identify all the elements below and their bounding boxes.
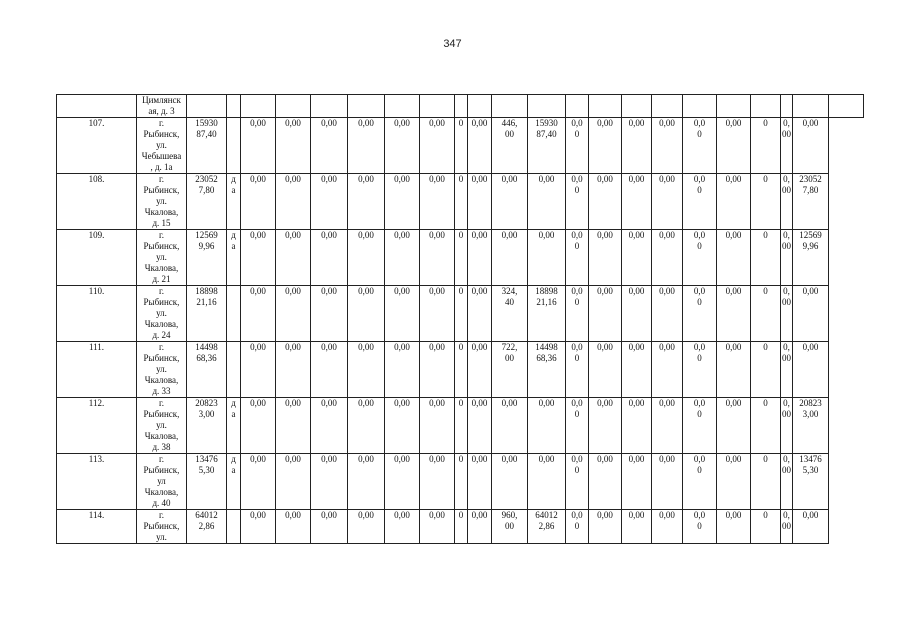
value-cell: 0,00 xyxy=(385,342,420,398)
value-cell: 0,00 xyxy=(241,342,276,398)
cell xyxy=(57,95,137,118)
value-cell: 0,00 xyxy=(528,454,566,510)
value-cell: 0,00 xyxy=(468,398,492,454)
value-cell: 0,00 xyxy=(276,454,311,510)
address-cell: г. Рыбинск, ул. Чкалова, д. 21 xyxy=(137,230,187,286)
value-cell: 0,00 xyxy=(781,118,793,174)
value-cell: 0,00 xyxy=(652,342,683,398)
cell xyxy=(492,95,528,118)
value-cell: 0,00 xyxy=(589,342,622,398)
cell xyxy=(589,95,622,118)
table-row xyxy=(57,286,864,342)
row-number-cell: 107. xyxy=(57,118,137,174)
value-cell: 0 xyxy=(751,174,781,230)
cell xyxy=(187,95,227,118)
value-cell: 0,00 xyxy=(468,454,492,510)
value-cell: 0,00 xyxy=(348,454,385,510)
value-cell: 0,00 xyxy=(622,286,652,342)
value-cell: 0,00 xyxy=(385,398,420,454)
value-cell: 0,00 xyxy=(622,342,652,398)
value-cell: 15930 87,40 xyxy=(528,118,566,174)
value-cell: 0,0 0 xyxy=(683,230,717,286)
address-cell: г. Рыбинск, ул. Чкалова, д. 38 xyxy=(137,398,187,454)
value-cell: 0,0 0 xyxy=(683,286,717,342)
row-number-cell: 112. xyxy=(57,398,137,454)
row-number-cell: 110. xyxy=(57,286,137,342)
table-row xyxy=(57,510,864,544)
value-cell: 0,00 xyxy=(420,342,455,398)
value-cell: 0,00 xyxy=(652,230,683,286)
value-cell: 0,00 xyxy=(492,230,528,286)
value-cell: 0,00 xyxy=(717,454,751,510)
cell xyxy=(276,95,311,118)
address-cell: г. Рыбинск, ул. Чкалова, д. 15 xyxy=(137,174,187,230)
value-cell: 0,00 xyxy=(622,510,652,544)
value-cell: 0,00 xyxy=(276,286,311,342)
value-cell: 0,00 xyxy=(420,286,455,342)
value-cell: 0,00 xyxy=(311,342,348,398)
flag-cell: д а xyxy=(227,174,241,230)
total-cell: 64012 2,86 xyxy=(187,510,227,544)
total-cell: 23052 7,80 xyxy=(187,174,227,230)
value-cell: 0,00 xyxy=(468,286,492,342)
total-cell: 14498 68,36 xyxy=(187,342,227,398)
table-row xyxy=(57,398,864,454)
value-cell: 0,00 xyxy=(420,230,455,286)
value-cell: 0,00 xyxy=(241,286,276,342)
value-cell: 0,00 xyxy=(276,230,311,286)
value-cell: 0,0 0 xyxy=(683,454,717,510)
table-row xyxy=(57,230,864,286)
value-cell: 0,00 xyxy=(276,118,311,174)
row-number-cell: 108. xyxy=(57,174,137,230)
value-cell: 0 xyxy=(751,454,781,510)
value-cell: 0,00 xyxy=(589,398,622,454)
cell xyxy=(241,95,276,118)
value-cell: 0 xyxy=(751,286,781,342)
value-cell: 20823 3,00 xyxy=(793,398,829,454)
value-cell: 0,00 xyxy=(348,286,385,342)
value-cell: 0,00 xyxy=(385,286,420,342)
cell xyxy=(385,95,420,118)
value-cell: 0,00 xyxy=(652,398,683,454)
table-row xyxy=(57,342,864,398)
value-cell: 0,00 xyxy=(348,510,385,544)
value-cell: 0,0 0 xyxy=(683,510,717,544)
cell xyxy=(420,95,455,118)
value-cell: 0,00 xyxy=(652,118,683,174)
table-row xyxy=(57,454,864,510)
value-cell: 0,00 xyxy=(468,510,492,544)
value-cell: 0,00 xyxy=(717,174,751,230)
value-cell: 0,00 xyxy=(241,510,276,544)
value-cell: 0 xyxy=(455,454,468,510)
total-cell: 15930 87,40 xyxy=(187,118,227,174)
value-cell: 0,00 xyxy=(717,398,751,454)
value-cell: 0,00 xyxy=(311,398,348,454)
table-row xyxy=(57,118,864,174)
cell xyxy=(528,95,566,118)
value-cell: 0,00 xyxy=(717,118,751,174)
flag-cell xyxy=(227,342,241,398)
row-number-cell: 109. xyxy=(57,230,137,286)
value-cell: 0,00 xyxy=(348,342,385,398)
value-cell: 0,00 xyxy=(492,398,528,454)
address-cell: г. Рыбинск, ул. Чебышева , д. 1а xyxy=(137,118,187,174)
value-cell: 0,00 xyxy=(528,230,566,286)
cell xyxy=(348,95,385,118)
value-cell: 0,00 xyxy=(589,174,622,230)
total-cell: 18898 21,16 xyxy=(187,286,227,342)
value-cell: 0,00 xyxy=(385,230,420,286)
value-cell: 0 xyxy=(455,230,468,286)
value-cell: 0,00 xyxy=(311,510,348,544)
value-cell: 0,00 xyxy=(492,174,528,230)
cell xyxy=(566,95,589,118)
value-cell: 23052 7,80 xyxy=(793,174,829,230)
value-cell: 0,00 xyxy=(276,342,311,398)
value-cell: 0,00 xyxy=(420,454,455,510)
cell xyxy=(793,95,829,118)
cell xyxy=(652,95,683,118)
value-cell: 0,00 xyxy=(385,118,420,174)
value-cell: 0,0 0 xyxy=(566,510,589,544)
value-cell: 0,00 xyxy=(717,286,751,342)
value-cell: 722, 00 xyxy=(492,342,528,398)
flag-cell: д а xyxy=(227,454,241,510)
value-cell: 0,00 xyxy=(652,286,683,342)
value-cell: 0,00 xyxy=(781,286,793,342)
table-row xyxy=(57,174,864,230)
value-cell: 0,00 xyxy=(348,174,385,230)
value-cell: 0,00 xyxy=(311,454,348,510)
value-cell: 0 xyxy=(455,510,468,544)
value-cell: 0,00 xyxy=(622,230,652,286)
value-cell: 0,00 xyxy=(385,510,420,544)
value-cell: 0,00 xyxy=(622,398,652,454)
cell xyxy=(468,95,492,118)
value-cell: 0 xyxy=(751,342,781,398)
value-cell: 0 xyxy=(455,398,468,454)
cell xyxy=(455,95,468,118)
value-cell: 0,00 xyxy=(589,510,622,544)
value-cell: 0,00 xyxy=(652,174,683,230)
carry-over-row xyxy=(57,95,864,118)
value-cell: 0,00 xyxy=(348,398,385,454)
row-number-cell: 113. xyxy=(57,454,137,510)
value-cell: 0,00 xyxy=(468,342,492,398)
value-cell: 18898 21,16 xyxy=(528,286,566,342)
total-cell: 12569 9,96 xyxy=(187,230,227,286)
value-cell: 0,00 xyxy=(717,342,751,398)
value-cell: 0,0 0 xyxy=(683,398,717,454)
address-cell: Цимлянск ая, д. 3 xyxy=(137,95,187,118)
value-cell: 0,00 xyxy=(652,510,683,544)
value-cell: 0,00 xyxy=(311,174,348,230)
value-cell: 0,0 0 xyxy=(683,174,717,230)
value-cell: 0 xyxy=(455,342,468,398)
cell xyxy=(683,95,717,118)
value-cell: 0,00 xyxy=(420,510,455,544)
cell xyxy=(311,95,348,118)
value-cell: 0,00 xyxy=(311,286,348,342)
value-cell: 0,00 xyxy=(793,510,829,544)
address-cell: г. Рыбинск, ул. Чкалова, д. 24 xyxy=(137,286,187,342)
value-cell: 0,00 xyxy=(241,398,276,454)
flag-cell xyxy=(227,286,241,342)
flag-cell xyxy=(227,510,241,544)
cell xyxy=(227,95,241,118)
cell xyxy=(751,95,781,118)
row-number-cell: 111. xyxy=(57,342,137,398)
value-cell: 0,00 xyxy=(652,454,683,510)
value-cell: 0,00 xyxy=(589,118,622,174)
value-cell: 0,00 xyxy=(589,286,622,342)
value-cell: 0,0 0 xyxy=(566,398,589,454)
value-cell: 0,0 0 xyxy=(566,286,589,342)
value-cell: 446, 00 xyxy=(492,118,528,174)
value-cell: 0,00 xyxy=(781,398,793,454)
address-cell: г. Рыбинск, ул. Чкалова, д. 33 xyxy=(137,342,187,398)
value-cell: 0,00 xyxy=(311,230,348,286)
value-cell: 0,00 xyxy=(793,286,829,342)
registry-table xyxy=(56,94,864,544)
value-cell: 0,0 0 xyxy=(566,174,589,230)
value-cell: 0,00 xyxy=(793,118,829,174)
value-cell: 0,0 0 xyxy=(683,118,717,174)
value-cell: 13476 5,30 xyxy=(793,454,829,510)
value-cell: 0,00 xyxy=(622,454,652,510)
value-cell: 0,00 xyxy=(348,230,385,286)
value-cell: 0,0 0 xyxy=(683,342,717,398)
value-cell: 324, 40 xyxy=(492,286,528,342)
value-cell: 0 xyxy=(751,118,781,174)
address-cell: г. Рыбинск, ул. xyxy=(137,510,187,544)
value-cell: 0 xyxy=(751,510,781,544)
page-number: 347 xyxy=(443,38,462,50)
value-cell: 0,00 xyxy=(528,398,566,454)
value-cell: 0,00 xyxy=(492,454,528,510)
cell xyxy=(622,95,652,118)
value-cell: 64012 2,86 xyxy=(528,510,566,544)
value-cell: 0,00 xyxy=(241,230,276,286)
value-cell: 0,00 xyxy=(385,454,420,510)
value-cell: 0,00 xyxy=(385,174,420,230)
value-cell: 0 xyxy=(751,230,781,286)
cell xyxy=(829,95,864,118)
cell xyxy=(717,95,751,118)
value-cell: 12569 9,96 xyxy=(793,230,829,286)
value-cell: 0,00 xyxy=(420,174,455,230)
value-cell: 960, 00 xyxy=(492,510,528,544)
value-cell: 0,00 xyxy=(781,454,793,510)
flag-cell: д а xyxy=(227,230,241,286)
total-cell: 20823 3,00 xyxy=(187,398,227,454)
value-cell: 0,00 xyxy=(420,118,455,174)
value-cell: 0 xyxy=(455,174,468,230)
value-cell: 0 xyxy=(455,118,468,174)
value-cell: 0,0 0 xyxy=(566,230,589,286)
value-cell: 0 xyxy=(455,286,468,342)
value-cell: 14498 68,36 xyxy=(528,342,566,398)
address-cell: г. Рыбинск, ул Чкалова, д. 40 xyxy=(137,454,187,510)
value-cell: 0,00 xyxy=(622,174,652,230)
value-cell: 0,00 xyxy=(781,342,793,398)
value-cell: 0,00 xyxy=(622,118,652,174)
value-cell: 0,00 xyxy=(589,454,622,510)
value-cell: 0,0 0 xyxy=(566,118,589,174)
value-cell: 0,00 xyxy=(528,174,566,230)
value-cell: 0,00 xyxy=(468,230,492,286)
total-cell: 13476 5,30 xyxy=(187,454,227,510)
flag-cell xyxy=(227,118,241,174)
value-cell: 0,0 0 xyxy=(566,342,589,398)
value-cell: 0,00 xyxy=(717,230,751,286)
value-cell: 0,00 xyxy=(589,230,622,286)
row-number-cell: 114. xyxy=(57,510,137,544)
value-cell: 0,00 xyxy=(781,230,793,286)
value-cell: 0,00 xyxy=(241,454,276,510)
value-cell: 0,00 xyxy=(241,174,276,230)
value-cell: 0 xyxy=(751,398,781,454)
value-cell: 0,00 xyxy=(420,398,455,454)
value-cell: 0,00 xyxy=(311,118,348,174)
value-cell: 0,00 xyxy=(276,510,311,544)
value-cell: 0,00 xyxy=(276,174,311,230)
value-cell: 0,00 xyxy=(348,118,385,174)
value-cell: 0,00 xyxy=(468,118,492,174)
value-cell: 0,00 xyxy=(717,510,751,544)
value-cell: 0,00 xyxy=(793,342,829,398)
flag-cell: д а xyxy=(227,398,241,454)
value-cell: 0,00 xyxy=(276,398,311,454)
value-cell: 0,00 xyxy=(781,174,793,230)
value-cell: 0,00 xyxy=(781,510,793,544)
cell xyxy=(781,95,793,118)
value-cell: 0,0 0 xyxy=(566,454,589,510)
value-cell: 0,00 xyxy=(241,118,276,174)
value-cell: 0,00 xyxy=(468,174,492,230)
